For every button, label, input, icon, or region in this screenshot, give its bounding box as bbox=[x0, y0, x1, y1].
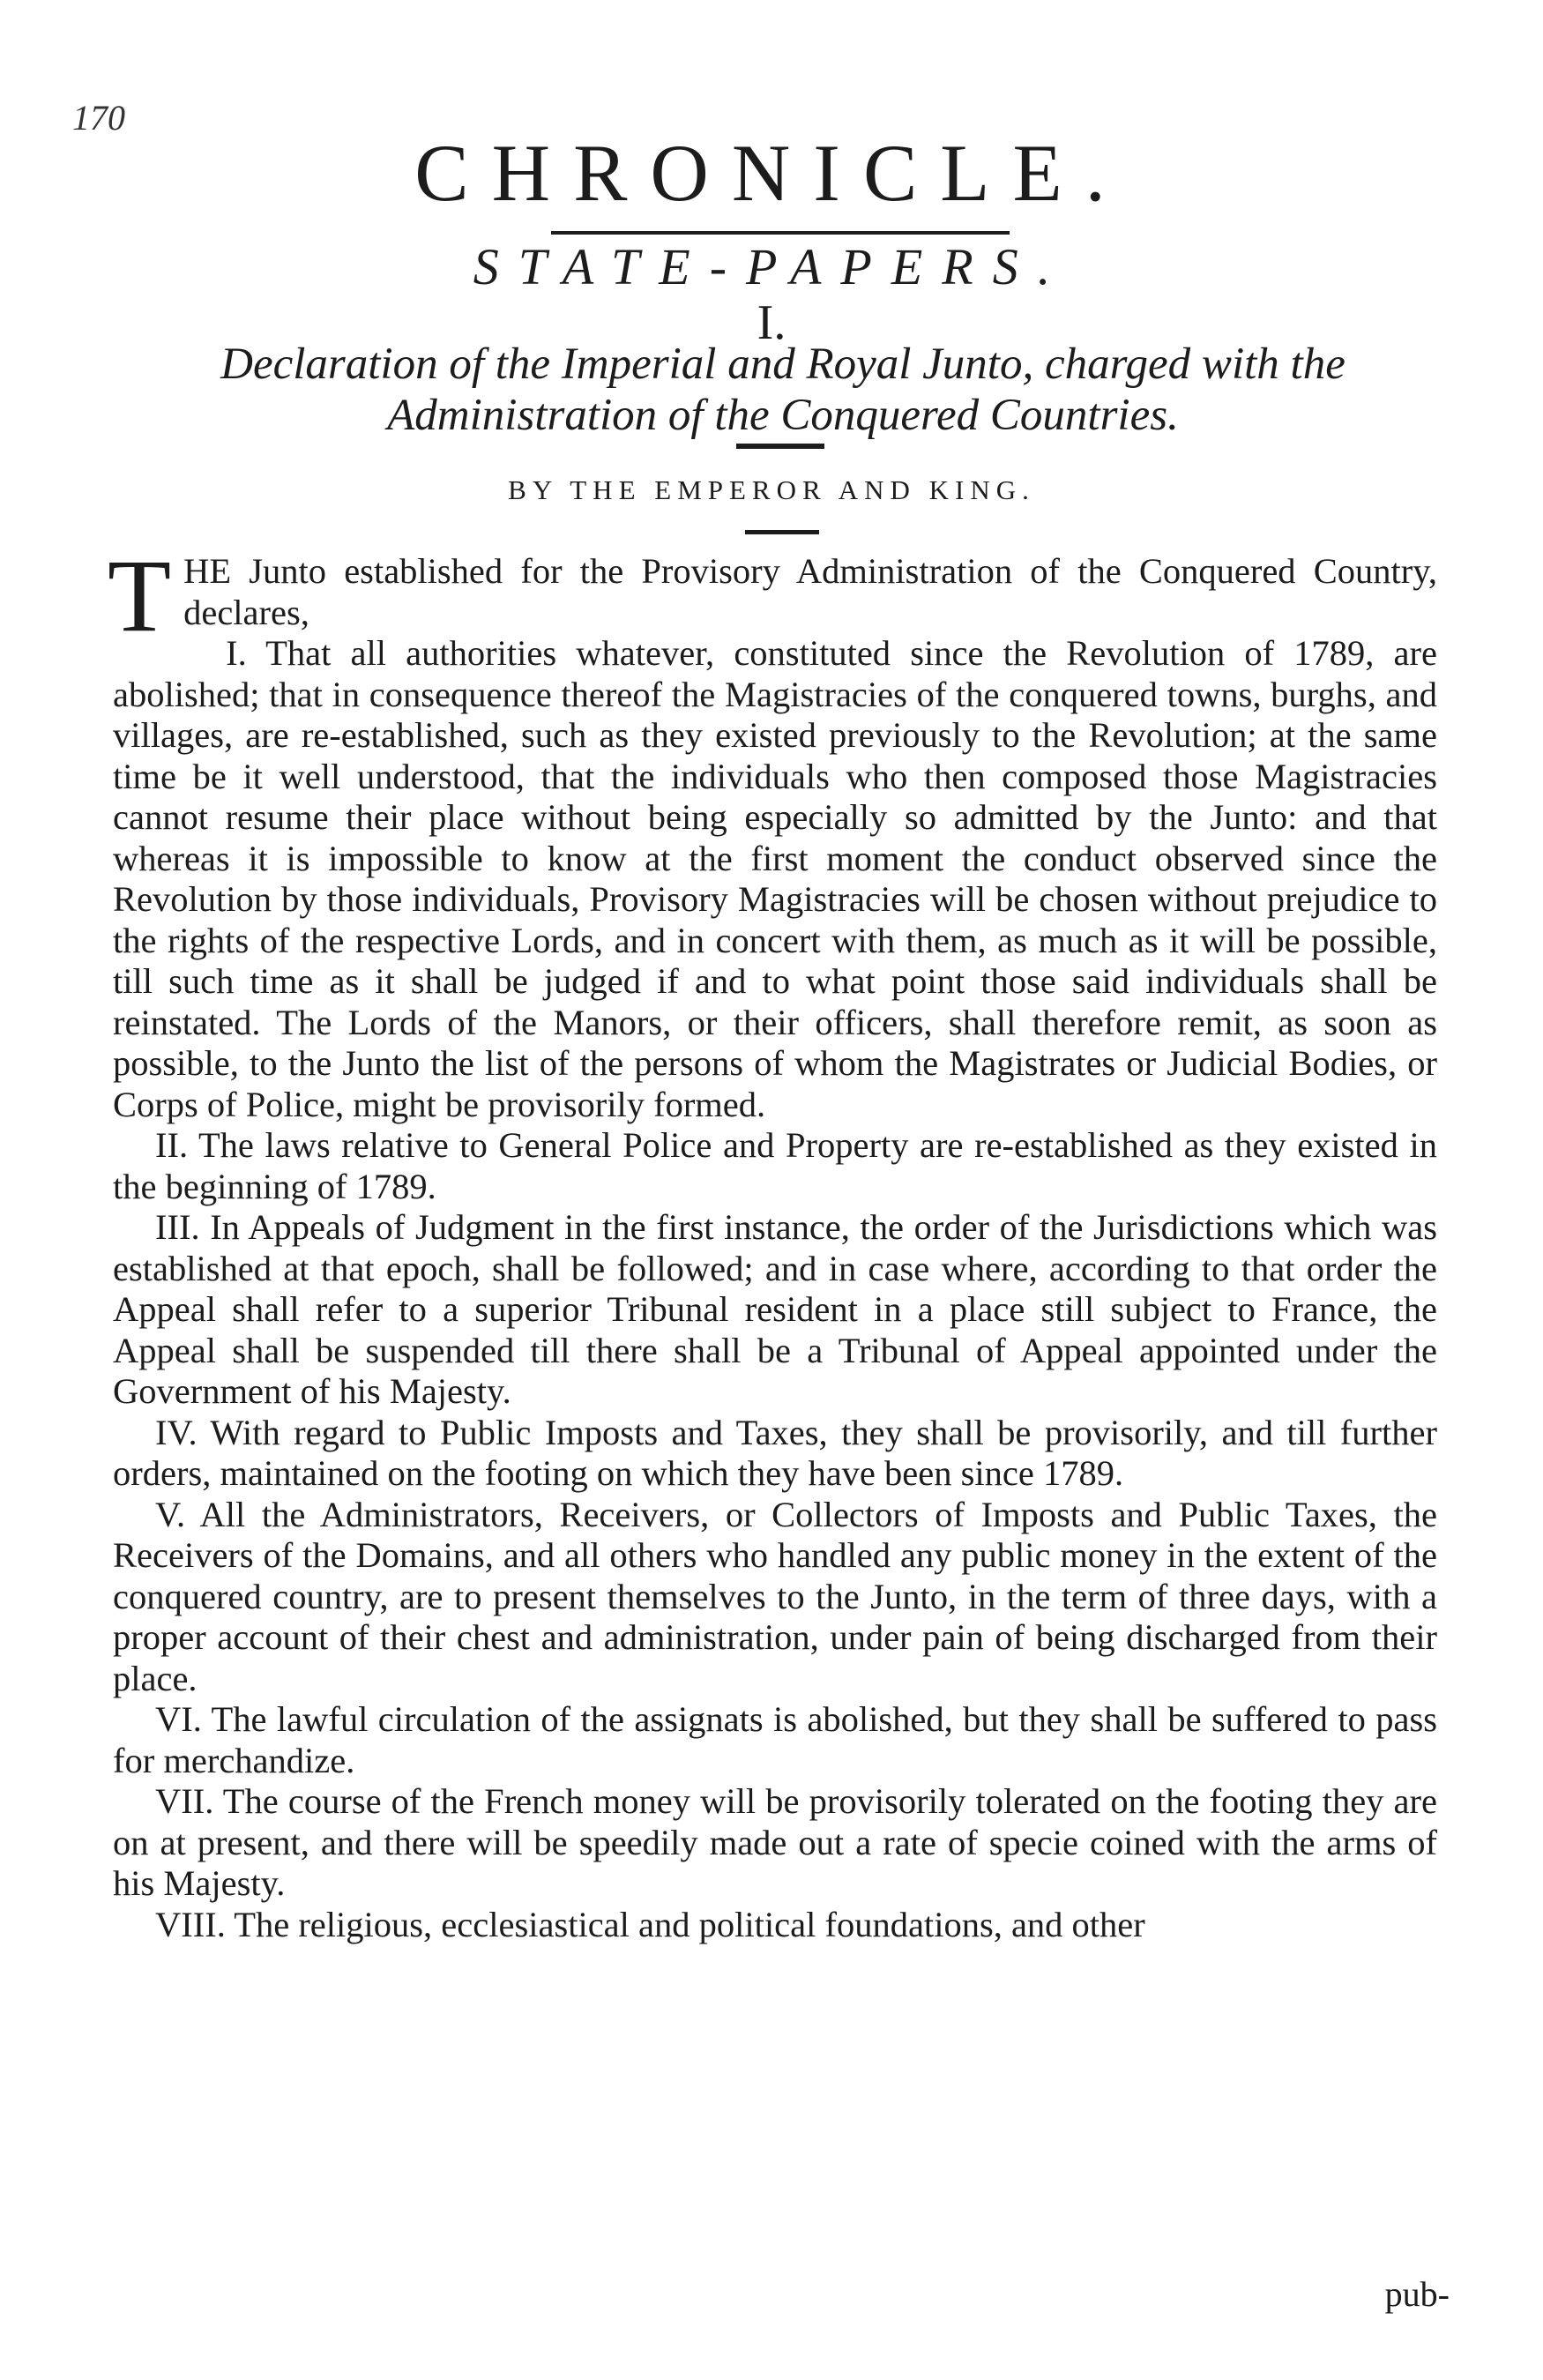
paragraph-text: HE Junto established for the Provisory Administration of the Conquered Country, declares, bbox=[183, 551, 1437, 632]
page-number: 170 bbox=[72, 98, 125, 138]
byline-rule bbox=[745, 530, 819, 534]
article-8: VIII. The religious, ecclesiastical and political foundations, and other bbox=[155, 1904, 1145, 1944]
section-title: STATE-PAPERS. bbox=[473, 238, 1070, 295]
article-5: V. All the Administrators, Receivers, or Collectors of Imposts and Public Taxes, the Receivers of the Domains, and all others who handled any public money in the extent of the conquered country, are to present themselves to the Junto, in the term of three days, with a proper account of their chest and administration, under pain of being discharged from their place. bbox=[113, 1494, 1437, 1698]
article-1: I. That all authorities whatever, constituted since the Revolution of 1789, are abolished; that in consequence thereof the Magistracies of the conquered towns, burghs, and villages, are re-established, such as they existed previously to the Revolution; at the same time be it well understood, that the individuals who then composed those Magistracies cannot resume their place without being especially so admitted by the Junto: and that whereas it is impossible to know at the first moment the conduct observed since the Revolution by those individuals, Provisory Magistracies will be chosen without prejudice to the rights of the respective Lords, and in concert with them, as much as it will be possible, till such time as it shall be judged if and to what point those said individuals shall be reinstated. The Lords of the Manors, or their officers, shall therefore remit, as soon as possible, to the Junto the list of the persons of whom the Magistrates or Judicial Bodies, or Corps of Police, might be provisorily formed. bbox=[113, 633, 1437, 1124]
article-3: III. In Appeals of Judgment in the first instance, the order of the Jurisdictions which was established at that epoch, shall be followed; and in case where, according to that order the Appeal shall refer to a superior Tribunal resident in a place still subject to France, the Appeal shall be suspended till there shall be a Tribunal of Appeal appointed under the Government of his Majesty. bbox=[113, 1207, 1437, 1411]
article-4: IV. With regard to Public Imposts and Taxes, they shall be provisorily, and till further orders, maintained on the footing on which they have been since 1789. bbox=[113, 1412, 1437, 1493]
catchword: pub- bbox=[1384, 2274, 1450, 2314]
body-text bbox=[108, 538, 1437, 1945]
title-rule bbox=[551, 231, 1010, 235]
heading-rule bbox=[736, 444, 824, 449]
opening-paragraph bbox=[108, 538, 1437, 653]
running-title: CHRONICLE. bbox=[414, 128, 1129, 218]
section-number: I. bbox=[757, 295, 786, 350]
declaration-title: Declaration of the Imperial and Royal Junto, charged with the Administration of the Conquered Countries. bbox=[220, 339, 1345, 440]
byline: BY THE EMPEROR AND KING. bbox=[508, 474, 1035, 505]
article-6: VI. The lawful circulation of the assignats is abolished, but they shall be suffered to pass for merchandize. bbox=[113, 1699, 1437, 1780]
drop-cap: T bbox=[108, 538, 172, 653]
article-7: VII. The course of the French money will be provisorily tolerated on the footing they are on at present, and there will be speedily made out a rate of specie coined with the arms of his Majesty. bbox=[113, 1781, 1437, 1903]
article-2: II. The laws relative to General Police and Property are re-established as they existed in the beginning of 1789. bbox=[113, 1125, 1437, 1206]
